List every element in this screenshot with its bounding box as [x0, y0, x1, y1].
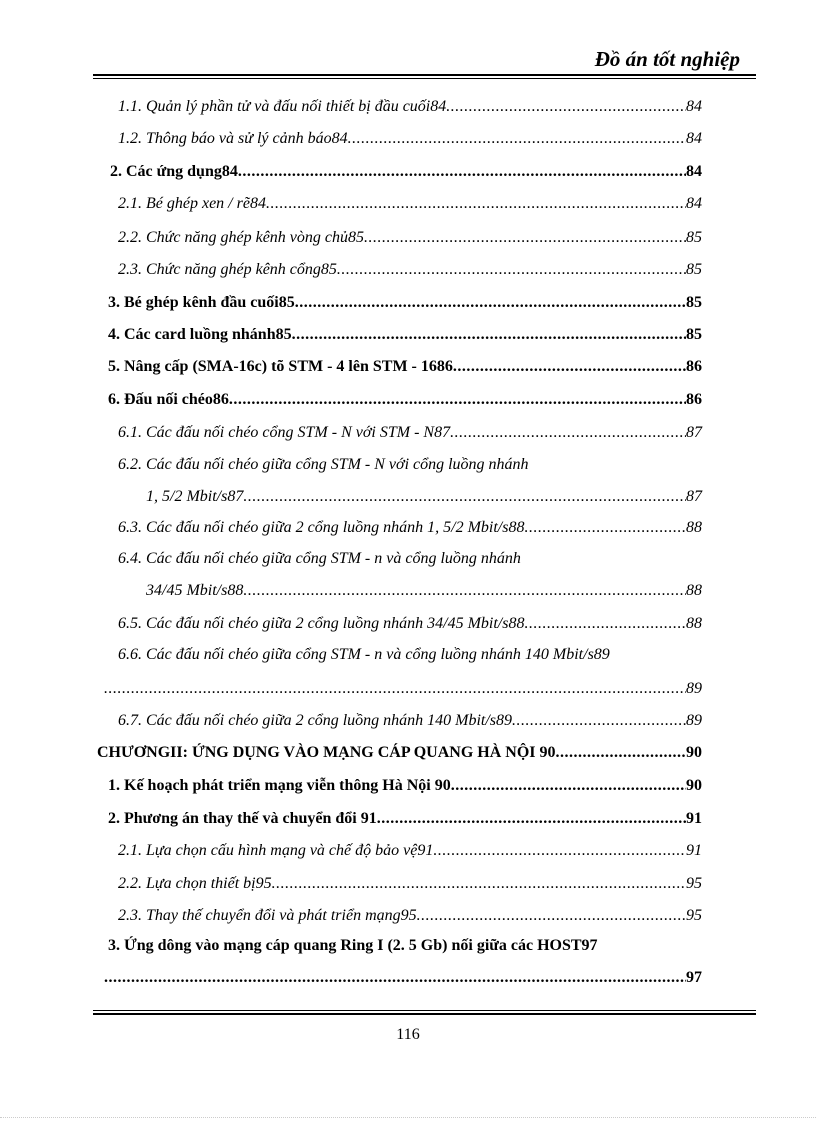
toc-entry[interactable]	[0, 578, 816, 608]
footer-rule	[93, 1010, 756, 1015]
toc-entry[interactable]	[0, 257, 816, 287]
toc-entry[interactable]	[0, 740, 816, 770]
toc-entry-label: 6.5. Các đấu nối chéo giữa 2 cổng luồng nhánh 34/45 Mbit/s88	[118, 615, 525, 632]
leader-dots	[229, 391, 686, 409]
toc-entry[interactable]	[0, 354, 816, 384]
toc-entry-label-line1: 3. Ứng dông vào mạng cáp quang Ring I (2. 5 Gb) nối giữa các HOST97	[108, 937, 598, 954]
toc-entry[interactable]	[0, 903, 816, 933]
toc-entry-page: 86	[686, 391, 702, 408]
leader-dots	[451, 777, 686, 795]
leader-dots	[272, 875, 686, 893]
header-title: Đồ án tốt nghiệp	[594, 47, 740, 71]
toc-entry[interactable]	[0, 225, 816, 255]
toc-entry-page: 84	[686, 98, 702, 115]
toc-entry[interactable]	[0, 515, 816, 545]
toc-entry-page: 89	[686, 680, 702, 697]
toc-entry-label-line1: 6.2. Các đấu nối chéo giữa cổng STM - N với cổng luồng nhánh	[118, 456, 529, 473]
leader-dots	[417, 907, 686, 925]
toc-entry-page: 97	[686, 969, 702, 986]
toc-entry[interactable]	[0, 159, 816, 189]
leader-dots	[292, 326, 686, 344]
toc-entry[interactable]	[0, 773, 816, 803]
toc-entry[interactable]	[0, 191, 816, 221]
toc-entry-label: 1, 5/2 Mbit/s87	[146, 488, 244, 505]
toc-entry-label: 1.1. Quản lý phần tử và đấu nối thiết bị đầu cuối84	[118, 98, 447, 115]
leader-dots	[238, 163, 686, 181]
toc-entry-label: 34/45 Mbit/s88	[146, 582, 244, 599]
toc-entry[interactable]	[0, 806, 816, 836]
toc-entry[interactable]	[0, 484, 816, 514]
page-bottom-edge	[0, 1117, 816, 1118]
leader-dots	[243, 582, 686, 600]
toc-entry-page: 84	[686, 195, 702, 212]
leader-dots	[364, 229, 686, 247]
leader-dots	[524, 615, 686, 633]
toc-entry[interactable]	[0, 838, 816, 868]
toc-entry-page: 88	[686, 519, 702, 536]
toc-entry-page: 91	[686, 842, 702, 859]
toc-entry-page: 87	[686, 488, 702, 505]
toc-entry-label: 6.1. Các đấu nối chéo cổng STM - N với STM - N87	[118, 424, 451, 441]
toc-entry-label: 6.3. Các đấu nối chéo giữa 2 cổng luồng nhánh 1, 5/2 Mbit/s88	[118, 519, 525, 536]
toc-entry-label: 1. Kế hoạch phát triển mạng viễn thông Hà Nội 90	[108, 777, 451, 794]
page-number: 116	[396, 1026, 420, 1043]
toc-entry[interactable]	[0, 126, 816, 156]
toc-entry[interactable]	[0, 322, 816, 352]
leader-dots	[453, 358, 686, 376]
leader-dots	[348, 130, 686, 148]
toc-entry-label-line1: 6.4. Các đấu nối chéo giữa cổng STM - n và cổng luồng nhánh	[118, 550, 521, 567]
leader-dots	[266, 195, 686, 213]
toc-entry[interactable]	[0, 871, 816, 901]
toc-entry[interactable]	[0, 611, 816, 641]
toc-entry-page: 88	[686, 615, 702, 632]
toc-entry-page: 84	[686, 163, 702, 180]
toc-entry-label-line1: 6.6. Các đấu nối chéo giữa cổng STM - n và cổng luồng nhánh 140 Mbit/s89	[118, 646, 610, 663]
toc-entry-label: 2. Phương án thay thế và chuyển đổi 91	[108, 810, 377, 827]
toc-entry-label: 2.1. Lựa chọn cấu hình mạng và chế độ bảo vệ91	[118, 842, 434, 859]
toc-entry-label: 2.3. Thay thế chuyển đổi và phát triển mạng95	[118, 907, 417, 924]
toc-entry-label: 5. Nâng cấp (SMA-16c) tõ STM - 4 lên STM - 1686	[108, 358, 453, 375]
leader-dots	[524, 519, 686, 537]
toc-entry-label: 2.1. Bé ghép xen / rẽ84	[118, 195, 266, 212]
toc-entry-page: 88	[686, 582, 702, 599]
leader-dots	[512, 712, 686, 730]
toc-entry-label: 6.7. Các đấu nối chéo giữa 2 cổng luồng nhánh 140 Mbit/s89	[118, 712, 513, 729]
toc-entry-page: 91	[686, 810, 702, 827]
toc-entry-page: 85	[686, 261, 702, 278]
leader-dots	[104, 680, 686, 698]
toc-entry[interactable]	[0, 676, 816, 706]
toc-entry[interactable]	[0, 708, 816, 738]
toc-entry-page: 85	[686, 326, 702, 343]
leader-dots	[556, 744, 686, 762]
toc-entry-label: 6. Đấu nối chéo86	[108, 391, 229, 408]
leader-dots	[377, 810, 686, 828]
toc-entry-label: CHƯƠNGII: ỨNG DỤNG VÀO MẠNG CÁP QUANG HÀ NỘI 90	[97, 744, 556, 761]
toc-entry-page: 85	[686, 294, 702, 311]
toc-entry-page: 87	[686, 424, 702, 441]
leader-dots	[446, 98, 686, 116]
toc-entry[interactable]	[0, 420, 816, 450]
leader-dots	[433, 842, 686, 860]
toc-entry-page: 90	[686, 777, 702, 794]
toc-entry-label: 2. Các ứng dụng84	[110, 163, 238, 180]
toc-entry-page: 89	[686, 712, 702, 729]
leader-dots	[450, 424, 686, 442]
toc-entry-label: 2.2. Lựa chọn thiết bị95	[118, 875, 272, 892]
toc-entry[interactable]	[0, 965, 816, 995]
toc-entry-label: 2.3. Chức năng ghép kênh cổng85	[118, 261, 337, 278]
toc-entry[interactable]	[0, 290, 816, 320]
header-rule	[93, 74, 756, 79]
toc-entry-page: 85	[686, 229, 702, 246]
leader-dots	[104, 969, 686, 987]
leader-dots	[337, 261, 686, 279]
toc-entry-page: 95	[686, 907, 702, 924]
leader-dots	[295, 294, 686, 312]
toc-entry-page: 95	[686, 875, 702, 892]
toc-entry-label: 1.2. Thông báo và sử lý cảnh báo84	[118, 130, 348, 147]
toc-entry[interactable]	[0, 387, 816, 417]
toc-entry-page: 84	[686, 130, 702, 147]
toc-entry-label: 3. Bé ghép kênh đầu cuối85	[108, 294, 295, 311]
toc-entry-label: 4. Các card luồng nhánh85	[108, 326, 292, 343]
toc-entry-page: 86	[686, 358, 702, 375]
toc-entry-page: 90	[686, 744, 702, 761]
toc-entry[interactable]	[0, 94, 816, 124]
toc-entry-label: 2.2. Chức năng ghép kênh vòng chủ85	[118, 229, 365, 246]
leader-dots	[243, 488, 686, 506]
